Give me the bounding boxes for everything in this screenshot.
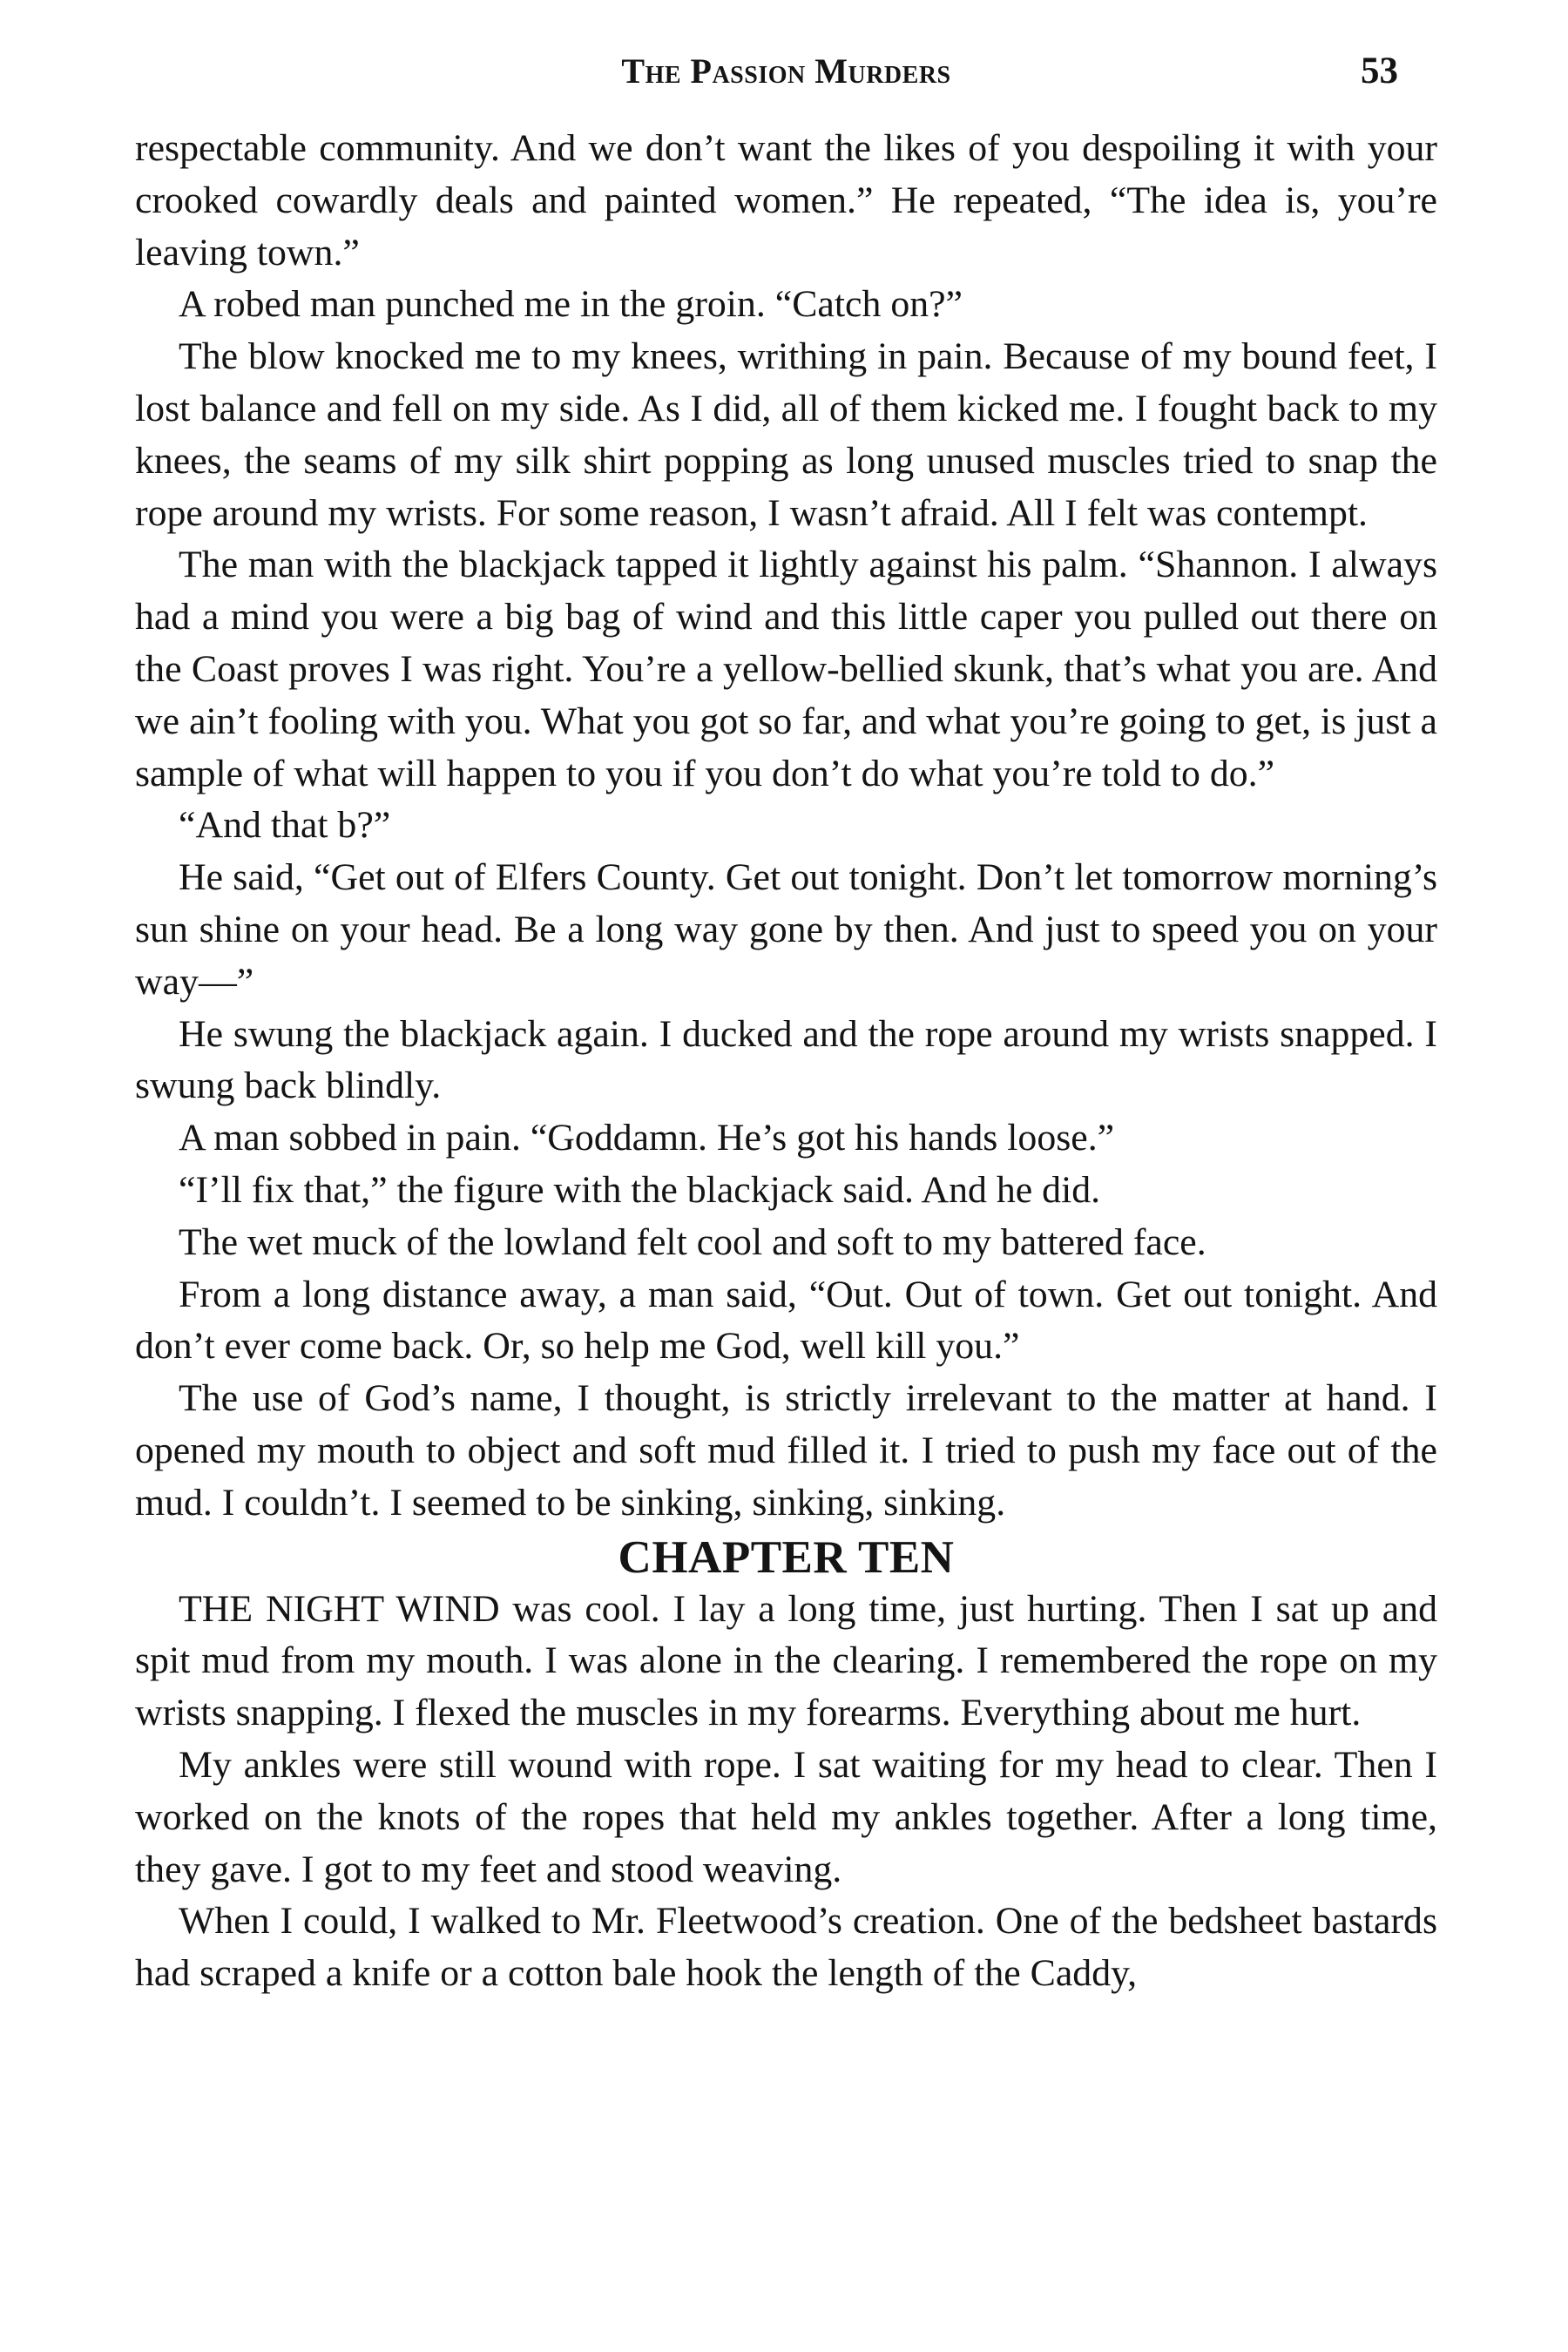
paragraph: THE NIGHT WIND was cool. I lay a long time, just hurting. Then I sat up and spit mud from my mouth. I was alone in the clearing. I remembered the rope on my wrists snapping. I flexed the muscles in my forearms. Everything about me hurt. <box>135 1587 1437 1734</box>
paragraph: The blow knocked me to my knees, writhing in pain. Because of my bound feet, I lost balance and fell on my side. As I did, all of them kicked me. I fought back to my knees, the seams of my silk shirt popping as long unused muscles tried to snap the rope around my wrists. For some reason, I wasn’t afraid. All I felt was contempt. <box>135 335 1437 534</box>
page-number: 53 <box>1361 51 1398 91</box>
paragraph: The use of God’s name, I thought, is strictly irrelevant to the matter at hand. I opened my mouth to object and soft mud filled it. I tried to push my face out of the mud. I couldn’t. I seemed to be sinking, sinking, sinking. <box>135 1377 1437 1524</box>
paragraph: respectable community. And we don’t want the likes of you despoiling it with your crooked cowardly deals and painted women.” He repeated, “The idea is, you’re leaving town.” <box>135 127 1437 274</box>
paragraph: A robed man punched me in the groin. “Catch on?” <box>179 283 963 326</box>
running-header <box>135 45 1437 98</box>
paragraph: He swung the blackjack again. I ducked and the rope around my wrists snapped. I swung back blindly. <box>135 1012 1437 1107</box>
book-title: The Passion Murders <box>621 51 951 91</box>
paragraph: When I could, I walked to Mr. Fleetwood’s creation. One of the bedsheet bastards had scraped a knife or a cotton bale hook the length of the Caddy, <box>135 1900 1437 1995</box>
paragraph: The man with the blackjack tapped it lightly against his palm. “Shannon. I always had a mind you were a big bag of wind and this little caper you pulled out there on the Coast proves I was right. You’re a yellow-bellied skunk, that’s what you are. And we ain’t fooling with you. What you got so far, and what you’re going to get, is just a sample of what will happen to you if you don’t do what you’re told to do.” <box>135 544 1437 794</box>
paragraph: He said, “Get out of Elfers County. Get out tonight. Don’t let tomorrow morning’s sun shine on your head. Be a long way gone by then. And just to speed you on your way—” <box>135 856 1437 1003</box>
body-text <box>135 123 1437 2000</box>
paragraph: A man sobbed in pain. “Goddamn. He’s got his hands loose.” <box>179 1117 1115 1159</box>
chapter-heading: CHAPTER TEN <box>618 1531 955 1583</box>
paragraph: The wet muck of the lowland felt cool and soft to my battered face. <box>179 1220 1206 1263</box>
paragraph: My ankles were still wound with rope. I sat waiting for my head to clear. Then I worked on the knots of the ropes that held my ankles together. After a long time, they gave. I got to my feet and stood weaving. <box>135 1743 1437 1890</box>
paragraph: From a long distance away, a man said, “Out. Out of town. Get out tonight. And don’t ever come back. Or, so help me God, well kill you.” <box>135 1273 1437 1368</box>
paragraph: “I’ll fix that,” the figure with the blackjack said. And he did. <box>179 1168 1101 1211</box>
paragraph: “And that b?” <box>179 804 391 847</box>
